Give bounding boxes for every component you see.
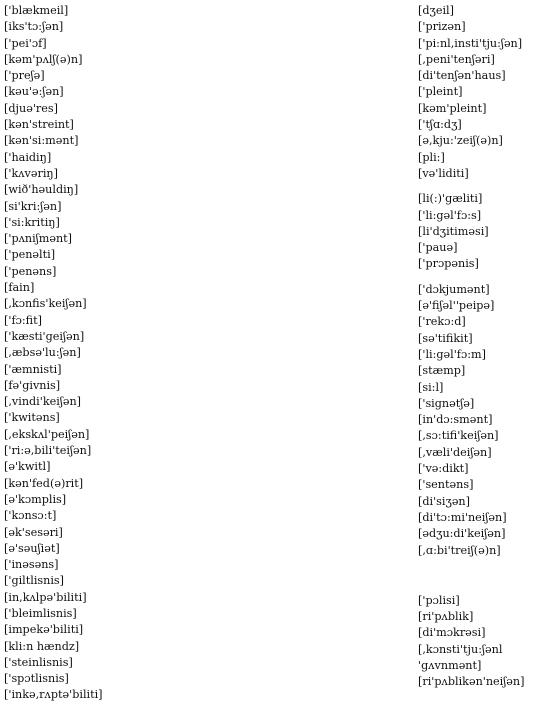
transcription-line: [kən'si:mənt] <box>4 134 79 148</box>
transcription-line: ['rekɔ:d] <box>418 315 466 329</box>
transcription-line: 'gʌvnmənt] <box>418 658 482 672</box>
transcription-line: [,sɔ:tifi'keiʃən] <box>418 429 499 443</box>
transcription-line: ['prizən] <box>418 20 466 34</box>
transcription-line: ['giltlisnis] <box>4 574 65 588</box>
group-spacer <box>418 559 551 593</box>
transcription-line: ['kɔnsɔ:t] <box>4 509 57 523</box>
transcription-line: [djuə'res] <box>4 101 58 115</box>
transcription-line: [,ekskʌl'peiʃən] <box>4 427 90 441</box>
transcription-line: [,kɔnfis'keiʃən] <box>4 297 87 311</box>
transcription-line: ['prɔpənis] <box>418 257 479 271</box>
transcription-line: ['ri:ə,bili'teiʃən] <box>4 444 92 458</box>
transcription-line: ['fɔ:fit] <box>4 313 42 327</box>
transcription-line: [kəu'ə:ʃən] <box>4 85 64 99</box>
transcription-line: ['steinlisnis] <box>4 655 73 669</box>
transcription-line: [li'dʒitiməsi] <box>418 224 489 238</box>
transcription-line: [si'kri:ʃən] <box>4 199 62 213</box>
transcription-line: [impekə'biliti] <box>4 623 84 637</box>
transcription-group <box>418 3 551 182</box>
transcription-line: ['spɔtlisnis] <box>4 672 69 686</box>
transcription-line: ['si:kritiŋ] <box>4 215 60 229</box>
transcription-line: [kən'streint] <box>4 118 74 132</box>
transcription-line: ['və:dikt] <box>418 462 469 476</box>
transcription-line: [ə,kju:'zeiʃ(ə)n] <box>418 134 503 148</box>
transcription-line: [in,kʌlpə'biliti] <box>4 590 87 604</box>
transcription-line: [di'tenʃən'haus] <box>418 69 506 83</box>
transcription-line: [li(:)'gæliti] <box>418 192 483 206</box>
transcription-line: ['preʃə] <box>4 69 45 83</box>
transcription-line: [fə'givnis] <box>4 378 61 392</box>
transcription-group <box>418 191 551 272</box>
transcription-line: ['signətʃə] <box>418 396 475 410</box>
transcription-line: ['dɔkjumənt] <box>418 282 490 296</box>
transcription-line: [ri'pʌblikən'neiʃən] <box>418 675 525 689</box>
transcription-line: ['inəsəns] <box>4 558 59 572</box>
transcription-line: [di'tɔ:mi'neiʃən] <box>418 510 507 524</box>
transcription-line: [di'siʒən] <box>418 494 471 508</box>
transcription-line: ['inkə,rʌptə'biliti] <box>4 688 103 702</box>
transcription-line: ['pɔlisi] <box>418 593 460 607</box>
transcription-line: [dʒeil] <box>418 4 454 17</box>
transcription-line: ['blækmeil] <box>4 4 69 17</box>
transcription-line: ['li:gəl'fɔ:m] <box>418 347 486 361</box>
transcription-line: ['kæsti'geiʃən] <box>4 329 85 343</box>
transcription-line: ['haidiŋ] <box>4 150 52 164</box>
transcription-line: [,æbsə'lu:ʃən] <box>4 346 81 360</box>
transcription-line: [,peni'tenʃəri] <box>418 52 495 66</box>
transcription-line: [sə'tifikit] <box>418 331 473 345</box>
transcription-line: ['æmnisti] <box>4 362 62 376</box>
transcription-line: [stæmp] <box>418 364 466 378</box>
group-spacer <box>418 182 551 191</box>
transcription-line: ['pei'ɔf] <box>4 36 47 50</box>
transcription-line: [in'dɔ:smənt] <box>418 413 493 427</box>
transcription-group <box>418 282 551 559</box>
transcription-line: [ə'kwitl] <box>4 460 51 474</box>
transcription-line: [ə'kɔmplis] <box>4 492 67 506</box>
transcription-line: [,vindi'keiʃən] <box>4 395 82 409</box>
transcription-line: ['penəlti] <box>4 248 56 262</box>
transcription-line: [iks'tɔ:ʃən] <box>4 20 64 34</box>
transcription-line: ['bleimlisnis] <box>4 606 77 620</box>
transcription-line: ['pʌniʃmənt] <box>4 232 73 246</box>
transcription-line: [ri'pʌblik] <box>418 610 474 624</box>
transcription-line: [,ɑ:bi'treiʃ(ə)n] <box>418 543 501 557</box>
transcription-line: ['kwitəns] <box>4 411 60 425</box>
transcription-line: [kəm'pleint] <box>418 101 487 115</box>
transcription-line: [kən'fed(ə)rit] <box>4 476 84 490</box>
transcription-line: ['kʌvəriŋ] <box>4 166 58 180</box>
transcription-line: ['penəns] <box>4 264 57 278</box>
transcription-line: [və'liditi] <box>418 166 469 180</box>
transcription-line: ['sentəns] <box>418 478 474 492</box>
transcription-line: [pli:] <box>418 150 445 164</box>
transcription-group <box>418 593 551 691</box>
transcription-line: [ə'səuʃiət] <box>4 541 60 555</box>
transcription-line: [,væli'deiʃən] <box>418 445 492 459</box>
transcription-line: ['pleint] <box>418 85 463 99</box>
transcription-line: [wið'həuldiŋ] <box>4 183 79 197</box>
transcription-line: [ə'fiʃəl''peipə] <box>418 299 495 313</box>
transcription-line: [ədʒu:di'keiʃən] <box>418 527 506 541</box>
transcription-line: [kli:n hændz] <box>4 639 80 653</box>
transcription-line: ['tʃɑ:dʒ] <box>418 118 462 132</box>
group-spacer <box>418 273 551 282</box>
transcription-line: [ək'sesəri] <box>4 525 63 539</box>
transcription-line: ['li:gəl'fɔ:s] <box>418 208 482 222</box>
transcription-line: [di'mɔkrəsi] <box>418 626 486 640</box>
left-column <box>4 3 274 704</box>
transcription-line: [,kɔnsti'tju:ʃənl <box>418 642 503 656</box>
transcription-line: ['pi:nl,insti'tju:ʃən] <box>418 36 523 50</box>
right-column <box>418 3 551 691</box>
transcription-line: [fain] <box>4 281 35 295</box>
transcription-line: ['pauə] <box>418 241 458 255</box>
transcription-line: [kəm'pʌlʃ(ə)n] <box>4 52 83 66</box>
transcription-line: [si:l] <box>418 380 444 394</box>
